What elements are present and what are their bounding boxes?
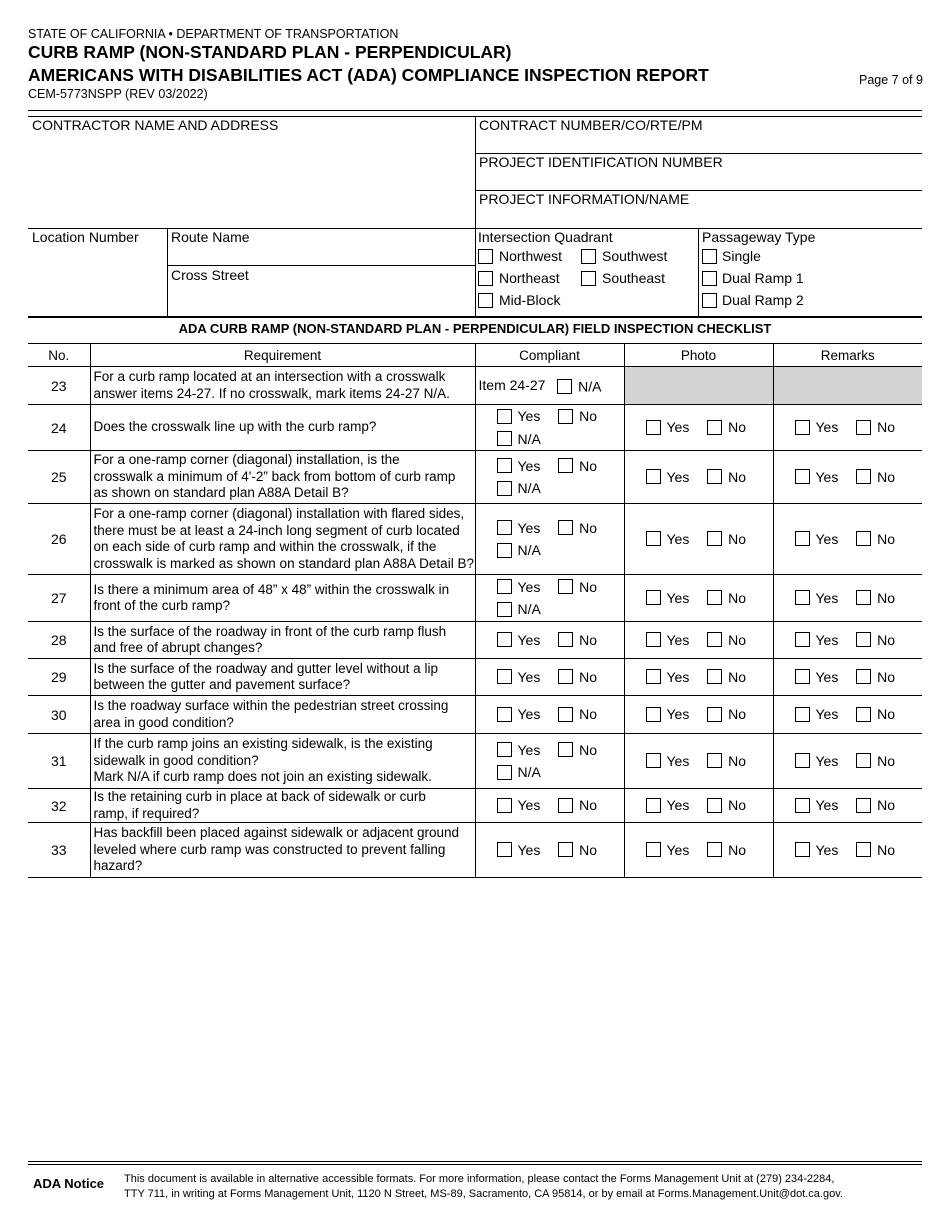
contract-number-field[interactable]: CONTRACT NUMBER/CO/RTE/PM xyxy=(479,117,703,133)
form-id: CEM-5773NSPP (REV 03/2022) xyxy=(28,87,208,101)
checkbox[interactable] xyxy=(795,590,810,605)
checkbox[interactable] xyxy=(646,753,661,768)
yes-checkbox[interactable]: Yes xyxy=(646,839,690,861)
checkbox[interactable] xyxy=(795,669,810,684)
requirement-cell xyxy=(90,823,475,878)
yes-checkbox[interactable]: Yes xyxy=(497,405,541,427)
no-checkbox[interactable]: No xyxy=(558,455,597,477)
footer-rule-2 xyxy=(28,1164,922,1165)
photo-cell xyxy=(624,575,773,622)
checkbox[interactable] xyxy=(856,669,871,684)
footer-rule xyxy=(28,1161,922,1162)
requirement-line: Is the retaining curb in place at back of sidewalk or curb xyxy=(93,789,426,804)
yes-checkbox[interactable]: Yes xyxy=(497,839,541,861)
col-remarks: Remarks xyxy=(773,344,922,367)
checkbox[interactable] xyxy=(497,669,512,684)
checkbox[interactable] xyxy=(497,742,512,757)
requirement-cell xyxy=(90,504,475,575)
item-number: 32 xyxy=(28,789,90,823)
requirement-line: there must be at least a 24-inch long segment of curb located xyxy=(93,522,460,538)
checkbox[interactable] xyxy=(856,420,871,435)
checkbox[interactable] xyxy=(558,798,573,813)
photo-cell xyxy=(624,659,773,696)
ada-notice-text xyxy=(124,1172,843,1202)
na-checkbox[interactable]: N/A xyxy=(497,761,541,783)
checkbox[interactable] xyxy=(707,707,722,722)
compliant-cell xyxy=(475,451,624,504)
no-checkbox[interactable]: No xyxy=(707,666,746,688)
requirement-line: Mark N/A if curb ramp does not join an existing sidewalk. xyxy=(93,769,432,785)
checkbox[interactable] xyxy=(497,543,512,558)
table-row xyxy=(28,504,922,575)
no-checkbox[interactable]: No xyxy=(707,528,746,550)
checkbox[interactable] xyxy=(497,842,512,857)
checkbox[interactable] xyxy=(497,458,512,473)
checkbox[interactable] xyxy=(707,420,722,435)
checkbox[interactable] xyxy=(795,469,810,484)
checkbox[interactable] xyxy=(707,798,722,813)
divider-vertical-main xyxy=(475,116,476,316)
project-id-field[interactable]: PROJECT IDENTIFICATION NUMBER xyxy=(479,154,723,170)
option-southwest: Southwest xyxy=(602,248,668,264)
requirement-line: and free of abrupt changes? xyxy=(93,640,263,655)
item-range: Item 24-27 xyxy=(478,376,546,393)
checkbox[interactable] xyxy=(497,765,512,780)
item-number: 25 xyxy=(28,451,90,504)
compliant-cell xyxy=(475,622,624,659)
no-checkbox[interactable]: No xyxy=(856,666,895,688)
remarks-cell xyxy=(773,823,922,878)
yes-checkbox[interactable]: Yes xyxy=(497,666,541,688)
requirement-line: For a one-ramp corner (diagonal) installation, is the xyxy=(93,452,400,468)
checkbox-mid-block[interactable] xyxy=(478,293,493,308)
yes-checkbox[interactable]: Yes xyxy=(497,629,541,651)
yes-checkbox[interactable]: Yes xyxy=(646,416,690,438)
route-name-field[interactable]: Route Name xyxy=(171,229,250,245)
requirement-cell xyxy=(90,622,475,659)
checkbox[interactable] xyxy=(795,798,810,813)
yes-checkbox[interactable]: Yes xyxy=(646,750,690,772)
checkbox[interactable] xyxy=(795,420,810,435)
yes-checkbox[interactable]: Yes xyxy=(646,466,690,488)
remarks-cell xyxy=(773,405,922,451)
compliant-cell xyxy=(475,734,624,789)
divider xyxy=(698,228,699,316)
compliant-cell xyxy=(475,367,624,405)
table-row xyxy=(28,734,922,789)
compliant-cell xyxy=(475,789,624,823)
no-checkbox[interactable]: No xyxy=(856,750,895,772)
top-rule xyxy=(28,110,922,111)
checkbox[interactable] xyxy=(646,469,661,484)
checkbox[interactable] xyxy=(497,431,512,446)
compliant-cell xyxy=(475,575,624,622)
ada-notice-label: ADA Notice xyxy=(33,1176,105,1191)
checkbox[interactable] xyxy=(646,420,661,435)
checkbox[interactable] xyxy=(856,469,871,484)
table-row xyxy=(28,789,922,823)
checkbox[interactable] xyxy=(795,632,810,647)
checkbox[interactable] xyxy=(646,669,661,684)
yes-checkbox[interactable]: Yes xyxy=(795,750,839,772)
na-checkbox[interactable]: N/A xyxy=(497,428,541,450)
yes-checkbox[interactable]: Yes xyxy=(646,629,690,651)
option-mid-block: Mid-Block xyxy=(499,292,561,308)
table-row xyxy=(28,622,922,659)
item-number: 28 xyxy=(28,622,90,659)
checkbox[interactable] xyxy=(497,409,512,424)
photo-cell xyxy=(624,451,773,504)
requirement-line: on each side of curb ramp and within the crosswalk, if the xyxy=(93,539,437,554)
requirement-line: area in good condition? xyxy=(93,714,234,730)
item-number: 33 xyxy=(28,823,90,878)
checkbox[interactable] xyxy=(856,753,871,768)
checklist-title: ADA CURB RAMP (NON-STANDARD PLAN - PERPENDICULAR) FIELD INSPECTION CHECKLIST xyxy=(178,321,772,336)
checklist-table xyxy=(28,343,922,878)
requirement-line: For a curb ramp located at an intersection with a crosswalk xyxy=(93,369,446,384)
item-number: 31 xyxy=(28,734,90,789)
checkbox[interactable] xyxy=(497,481,512,496)
no-checkbox[interactable]: No xyxy=(558,839,597,861)
project-info-field[interactable]: PROJECT INFORMATION/NAME xyxy=(479,191,690,207)
no-checkbox[interactable]: No xyxy=(707,629,746,651)
photo-cell xyxy=(624,696,773,734)
yes-checkbox[interactable]: Yes xyxy=(795,466,839,488)
table-row xyxy=(28,575,922,622)
compliant-cell xyxy=(475,405,624,451)
photo-cell xyxy=(624,622,773,659)
col-requirement: Requirement xyxy=(90,344,475,367)
no-checkbox[interactable]: No xyxy=(707,466,746,488)
item-number: 26 xyxy=(28,504,90,575)
checkbox[interactable] xyxy=(558,707,573,722)
checkbox[interactable] xyxy=(856,590,871,605)
requirement-cell xyxy=(90,659,475,696)
checkbox[interactable] xyxy=(856,632,871,647)
no-checkbox[interactable]: No xyxy=(707,416,746,438)
requirement-line: Does the crosswalk line up with the curb ramp? xyxy=(93,419,377,435)
yes-checkbox[interactable]: Yes xyxy=(497,794,541,816)
checkbox-northwest[interactable] xyxy=(478,249,493,264)
checkbox[interactable] xyxy=(497,520,512,535)
requirement-line: hazard? xyxy=(93,858,143,874)
no-checkbox[interactable]: No xyxy=(558,703,597,725)
col-photo: Photo xyxy=(624,344,773,367)
requirement-line: Is there a minimum area of 48” x 48” within the crosswalk in xyxy=(93,581,450,597)
no-checkbox[interactable]: No xyxy=(856,587,895,609)
yes-checkbox[interactable]: Yes xyxy=(497,576,541,598)
checkbox[interactable] xyxy=(646,590,661,605)
yes-checkbox[interactable]: Yes xyxy=(497,739,541,761)
requirement-line: front of the curb ramp? xyxy=(93,598,231,613)
checkbox[interactable] xyxy=(707,632,722,647)
checkbox[interactable] xyxy=(856,531,871,546)
remarks-cell xyxy=(773,622,922,659)
form-title-line2: AMERICANS WITH DISABILITIES ACT (ADA) COMPLIANCE INSPECTION REPORT xyxy=(28,65,709,85)
checkbox[interactable] xyxy=(856,798,871,813)
remarks-cell xyxy=(773,367,922,405)
compliant-cell xyxy=(475,659,624,696)
requirement-cell xyxy=(90,451,475,504)
na-checkbox[interactable]: N/A xyxy=(497,539,541,561)
item-number: 27 xyxy=(28,575,90,622)
yes-checkbox[interactable]: Yes xyxy=(795,528,839,550)
checkbox[interactable] xyxy=(646,798,661,813)
na-checkbox[interactable]: N/A xyxy=(497,477,541,499)
checkbox[interactable] xyxy=(856,707,871,722)
option-dual-ramp-1: Dual Ramp 1 xyxy=(722,270,804,286)
remarks-cell xyxy=(773,659,922,696)
checkbox[interactable] xyxy=(558,520,573,535)
quadrant-label: Intersection Quadrant xyxy=(478,229,613,245)
no-checkbox[interactable]: No xyxy=(558,666,597,688)
no-checkbox[interactable]: No xyxy=(558,794,597,816)
no-checkbox[interactable]: No xyxy=(558,405,597,427)
requirement-line: crosswalk a minimum of 4'-2” back from bottom of curb ramp xyxy=(93,468,456,484)
option-northwest: Northwest xyxy=(499,248,563,264)
no-checkbox[interactable]: No xyxy=(856,839,895,861)
remarks-cell xyxy=(773,575,922,622)
no-checkbox[interactable]: No xyxy=(558,629,597,651)
table-row xyxy=(28,451,922,504)
option-single: Single xyxy=(722,248,761,264)
no-checkbox[interactable]: No xyxy=(856,416,895,438)
checkbox[interactable] xyxy=(558,742,573,757)
checkbox[interactable] xyxy=(558,842,573,857)
remarks-cell xyxy=(773,696,922,734)
yes-checkbox[interactable]: Yes xyxy=(795,666,839,688)
checkbox[interactable] xyxy=(557,379,572,394)
remarks-cell xyxy=(773,789,922,823)
checkbox[interactable] xyxy=(707,590,722,605)
no-checkbox[interactable]: No xyxy=(856,528,895,550)
checkbox[interactable] xyxy=(795,531,810,546)
checkbox[interactable] xyxy=(558,458,573,473)
no-checkbox[interactable]: No xyxy=(558,576,597,598)
na-checkbox[interactable]: N/A xyxy=(557,377,601,394)
table-row xyxy=(28,659,922,696)
checkbox[interactable] xyxy=(646,842,661,857)
no-checkbox[interactable]: No xyxy=(707,794,746,816)
requirement-line: If the curb ramp joins an existing sidewalk, is the existing xyxy=(93,736,433,752)
remarks-cell xyxy=(773,451,922,504)
remarks-cell xyxy=(773,734,922,789)
requirement-cell xyxy=(90,367,475,405)
option-southeast: Southeast xyxy=(602,270,666,286)
yes-checkbox[interactable]: Yes xyxy=(795,703,839,725)
form-title-line1: CURB RAMP (NON-STANDARD PLAN - PERPENDICULAR) xyxy=(28,42,512,62)
divider xyxy=(167,228,168,316)
checkbox[interactable] xyxy=(707,669,722,684)
yes-checkbox[interactable]: Yes xyxy=(646,794,690,816)
checkbox[interactable] xyxy=(497,798,512,813)
photo-cell xyxy=(624,823,773,878)
requirement-cell xyxy=(90,405,475,451)
yes-checkbox[interactable]: Yes xyxy=(795,794,839,816)
item-number: 23 xyxy=(28,367,90,405)
checkbox[interactable] xyxy=(646,632,661,647)
remarks-cell xyxy=(773,504,922,575)
checkbox[interactable] xyxy=(795,753,810,768)
checkbox[interactable] xyxy=(707,531,722,546)
option-northeast: Northeast xyxy=(499,270,560,286)
compliant-cell xyxy=(475,823,624,878)
photo-cell xyxy=(624,405,773,451)
no-checkbox[interactable]: No xyxy=(707,587,746,609)
no-checkbox[interactable]: No xyxy=(558,739,597,761)
yes-checkbox[interactable]: Yes xyxy=(646,528,690,550)
requirement-cell xyxy=(90,789,475,823)
checkbox-single[interactable] xyxy=(702,249,717,264)
page-number: Page 7 of 9 xyxy=(859,73,923,87)
requirement-line: sidewalk in good condition? xyxy=(93,752,259,768)
photo-cell xyxy=(624,789,773,823)
yes-checkbox[interactable]: Yes xyxy=(795,587,839,609)
item-number: 24 xyxy=(28,405,90,451)
yes-checkbox[interactable]: Yes xyxy=(795,839,839,861)
no-checkbox[interactable]: No xyxy=(707,750,746,772)
cross-street-field[interactable]: Cross Street xyxy=(171,267,249,283)
checkbox-dual-ramp-1[interactable] xyxy=(702,271,717,286)
item-number: 30 xyxy=(28,696,90,734)
compliant-cell xyxy=(475,504,624,575)
contractor-field[interactable]: CONTRACTOR NAME AND ADDRESS xyxy=(32,117,279,133)
no-checkbox[interactable]: No xyxy=(707,839,746,861)
yes-checkbox[interactable]: Yes xyxy=(795,416,839,438)
requirement-cell xyxy=(90,575,475,622)
photo-cell xyxy=(624,734,773,789)
notice-line-2: TTY 711, in writing at Forms Management Unit, 1120 N Street, MS-89, Sacramento, CA 95814, or by email at Forms.Management.Unit@dot.ca.gov. xyxy=(124,1188,843,1200)
checkbox[interactable] xyxy=(558,579,573,594)
checkbox[interactable] xyxy=(497,632,512,647)
requirement-line: Is the roadway surface within the pedestrian street crossing xyxy=(93,698,449,713)
checkbox[interactable] xyxy=(707,753,722,768)
compliant-cell xyxy=(475,696,624,734)
yes-checkbox[interactable]: Yes xyxy=(646,666,690,688)
checkbox-southwest[interactable] xyxy=(581,249,596,264)
location-number-field[interactable]: Location Number xyxy=(32,229,139,245)
yes-checkbox[interactable]: Yes xyxy=(497,703,541,725)
requirement-line: Is the surface of the roadway and gutter level without a lip xyxy=(93,660,438,676)
no-checkbox[interactable]: No xyxy=(856,466,895,488)
requirement-line: leveled where curb ramp was constructed to prevent falling xyxy=(93,841,446,857)
na-checkbox[interactable]: N/A xyxy=(497,598,541,620)
table-row xyxy=(28,823,922,878)
yes-checkbox[interactable]: Yes xyxy=(497,455,541,477)
passageway-label: Passageway Type xyxy=(702,229,816,245)
checkbox[interactable] xyxy=(795,707,810,722)
checkbox[interactable] xyxy=(558,632,573,647)
no-checkbox[interactable]: No xyxy=(856,794,895,816)
agency-line: STATE OF CALIFORNIA • DEPARTMENT OF TRANSPORTATION xyxy=(28,27,399,41)
section-rule xyxy=(28,316,922,318)
checkbox[interactable] xyxy=(795,842,810,857)
checkbox[interactable] xyxy=(558,669,573,684)
divider xyxy=(167,265,475,266)
requirement-cell xyxy=(90,734,475,789)
option-dual-ramp-2: Dual Ramp 2 xyxy=(722,292,804,308)
yes-checkbox[interactable]: Yes xyxy=(497,517,541,539)
no-checkbox[interactable]: No xyxy=(707,703,746,725)
yes-checkbox[interactable]: Yes xyxy=(795,629,839,651)
requirement-line: as shown on standard plan A88A Detail B? xyxy=(93,485,349,501)
requirement-line: Has backfill been placed against sidewalk or adjacent ground xyxy=(93,825,459,841)
checkbox[interactable] xyxy=(707,842,722,857)
requirement-line: answer items 24-27. If no crosswalk, mark items 24-27 N/A. xyxy=(93,385,450,401)
checkbox[interactable] xyxy=(558,409,573,424)
checkbox[interactable] xyxy=(856,842,871,857)
photo-cell xyxy=(624,504,773,575)
requirement-line: between the gutter and pavement surface? xyxy=(93,677,351,692)
checkbox-dual-ramp-2[interactable] xyxy=(702,293,717,308)
photo-cell xyxy=(624,367,773,405)
table-row xyxy=(28,405,922,451)
table-header-row xyxy=(28,344,922,367)
requirement-line: Is the surface of the roadway in front of the curb ramp flush xyxy=(93,623,447,639)
notice-line-1: This document is available in alternative accessible formats. For more information, please contact the Forms Management Unit at (279) 234-2284, xyxy=(124,1173,835,1185)
checkbox-southeast[interactable] xyxy=(581,271,596,286)
checkbox[interactable] xyxy=(497,602,512,617)
requirement-line: ramp, if required? xyxy=(93,805,200,821)
col-no: No. xyxy=(28,344,90,367)
requirement-cell xyxy=(90,696,475,734)
checkbox-northeast[interactable] xyxy=(478,271,493,286)
checkbox[interactable] xyxy=(646,707,661,722)
checkbox[interactable] xyxy=(497,707,512,722)
checkbox[interactable] xyxy=(646,531,661,546)
no-checkbox[interactable]: No xyxy=(856,703,895,725)
no-checkbox[interactable]: No xyxy=(558,517,597,539)
requirement-line: crosswalk is marked as shown on standard plan A88A Detail B? xyxy=(93,555,474,571)
item-number: 29 xyxy=(28,659,90,696)
table-row xyxy=(28,696,922,734)
table-row xyxy=(28,367,922,405)
yes-checkbox[interactable]: Yes xyxy=(646,703,690,725)
checkbox[interactable] xyxy=(497,579,512,594)
no-checkbox[interactable]: No xyxy=(856,629,895,651)
checkbox[interactable] xyxy=(707,469,722,484)
col-compliant: Compliant xyxy=(475,344,624,367)
yes-checkbox[interactable]: Yes xyxy=(646,587,690,609)
requirement-line: For a one-ramp corner (diagonal) installation with flared sides, xyxy=(93,506,465,521)
